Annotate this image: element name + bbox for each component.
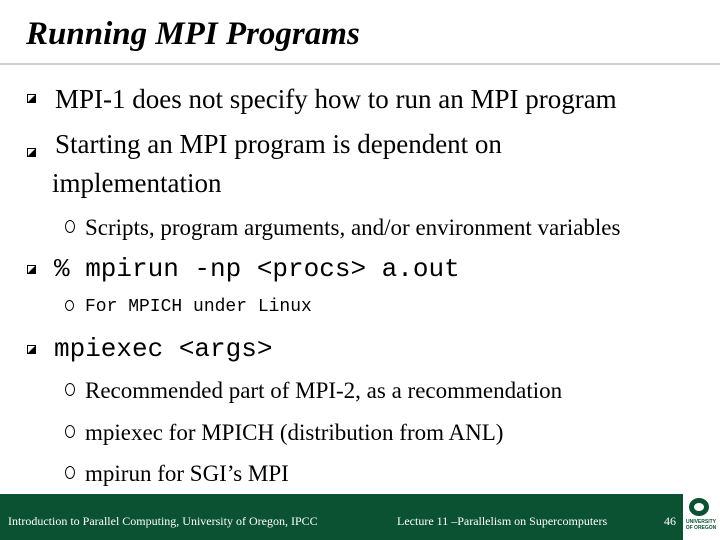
bullet-starting-mpi-line2: implementation bbox=[52, 168, 222, 198]
bullet-mpi1-not-specify: MPI-1 does not specify how to run an MPI program bbox=[55, 84, 617, 114]
footer-page-number: 46 bbox=[664, 514, 676, 528]
mpirun-keyword: mpirun bbox=[85, 461, 152, 486]
subbullet-mpiexec-mpich bbox=[85, 421, 503, 444]
subbullet-scripts: Scripts, program arguments, and/or environment variables bbox=[85, 215, 621, 240]
square-bullet-icon bbox=[27, 265, 36, 274]
bullet-mpirun-command: % mpirun -np <procs> a.out bbox=[54, 254, 460, 284]
mpiexec-description: for MPICH (distribution from ANL) bbox=[168, 420, 504, 445]
slide-title: Running MPI Programs bbox=[26, 16, 360, 52]
subbullet-mpich-linux: For MPICH under Linux bbox=[85, 297, 312, 317]
hollow-circle-bullet-icon bbox=[65, 383, 75, 396]
mpiexec-keyword: mpiexec bbox=[85, 420, 163, 445]
hollow-circle-bullet-icon bbox=[65, 220, 75, 233]
hollow-circle-bullet-icon bbox=[65, 466, 75, 479]
university-o-logo-icon bbox=[683, 494, 720, 540]
mpirun-description: for SGI’s MPI bbox=[157, 461, 289, 486]
title-divider bbox=[0, 63, 720, 65]
square-bullet-icon bbox=[27, 345, 36, 354]
footer-lecture-title: Lecture 11 –Parallelism on Supercomputers bbox=[397, 514, 608, 528]
bullet-mpiexec-command: mpiexec <args> bbox=[54, 334, 273, 364]
hollow-circle-bullet-icon bbox=[65, 300, 74, 311]
bullet-starting-mpi-line1: Starting an MPI program is dependent on bbox=[55, 129, 502, 159]
subbullet-recommended-mpi2: Recommended part of MPI-2, as a recommendation bbox=[85, 378, 563, 403]
square-bullet-icon bbox=[27, 148, 36, 157]
hollow-circle-bullet-icon bbox=[65, 425, 75, 438]
square-bullet-icon bbox=[27, 94, 36, 103]
logo-o-mark bbox=[689, 498, 709, 516]
logo-text: UNIVERSITY OF OREGON bbox=[685, 519, 717, 531]
subbullet-mpirun-sgi bbox=[85, 462, 289, 485]
footer-course-title: Introduction to Parallel Computing, University of Oregon, IPCC bbox=[8, 514, 318, 528]
